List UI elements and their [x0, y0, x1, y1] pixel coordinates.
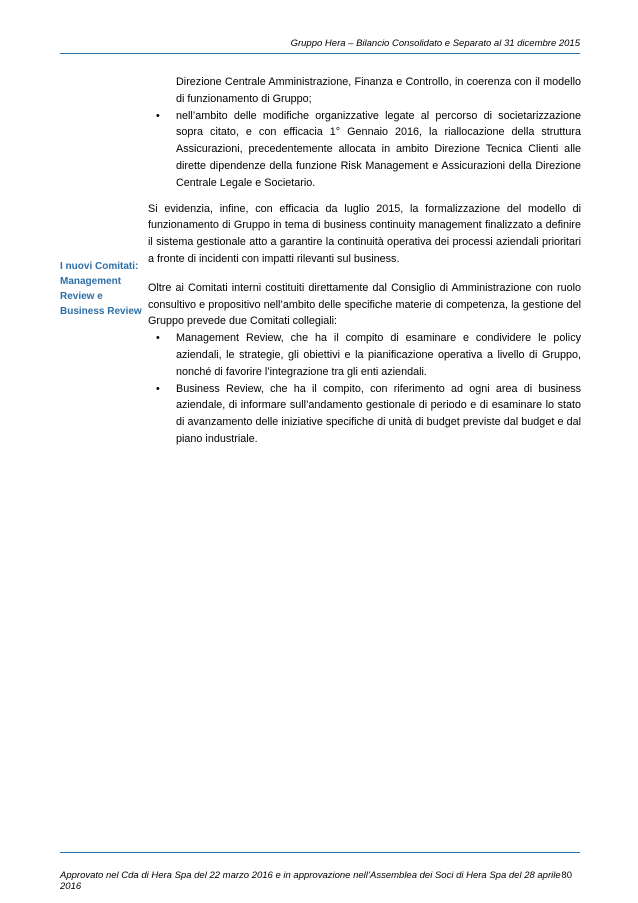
sidebar-note	[60, 259, 142, 319]
page-footer	[60, 870, 580, 892]
continued-paragraph: Direzione Centrale Amministrazione, Finanza e Controllo, in coerenza con il modello di funzionamento di Gruppo;	[176, 76, 581, 105]
list-item	[148, 330, 581, 380]
sidebar-note-line: Business Review	[60, 306, 142, 317]
bullet-icon: •	[156, 332, 160, 345]
main-content	[148, 74, 581, 448]
bullet-icon: •	[156, 382, 160, 395]
list-item-text: Management Review, che ha il compito di esaminare e condividere le policy aziendali, le strategie, gli obiettivi e la pianificazione operativa a livello di Gruppo, nonché di favorire l’integrazione tra gli enti aziendali.	[176, 332, 581, 378]
paragraph: Si evidenzia, infine, con efficacia da luglio 2015, la formalizzazione del modello di funzionamento di Gruppo in tema di business continuity management finalizzato a definire il sistema gestionale atto a garantire la continuità operativa dei processi aziendali prioritari a fronte di incidenti con impatti rilevanti sul business.	[148, 202, 581, 265]
page-number: 80	[561, 870, 572, 881]
sidebar-note-line: I nuovi Comitati:	[60, 261, 139, 272]
header-rule	[60, 53, 580, 54]
list-item-text: nell’ambito delle modifiche organizzative legate al percorso di societarizzazione sopra citato, e con efficacia 1° Gennaio 2016, la riallocazione della struttura Assicurazioni, precedentemente allocata in ambito Direzione Tecnica Clienti alle dirette dipendenze della funzione Risk Management e Assicurazioni della Direzione Centrale Legale e Societario.	[176, 109, 581, 189]
list-item-text: Business Review, che ha il compito, con riferimento ad ogni area di business aziendale, di informare sull’andamento gestionale di periodo e di esaminare lo stato di avanzamento delle iniziative specifiche di unità di budget previste dal budget e dal piano industriale.	[176, 382, 581, 445]
list-item	[148, 108, 581, 192]
bullet-list-bottom	[148, 330, 581, 448]
bullet-list-top	[148, 108, 581, 192]
page-header: Gruppo Hera – Bilancio Consolidato e Separato al 31 dicembre 2015	[290, 38, 580, 49]
bullet-icon: •	[156, 109, 160, 122]
footer-text: Approvato nel Cda di Hera Spa del 22 marzo 2016 e in approvazione nell’Assemblea dei Soci di Hera Spa del 28 aprile 2016	[60, 870, 561, 892]
footer-rule	[60, 852, 580, 853]
paragraph: Oltre ai Comitati interni costituiti direttamente dal Consiglio di Amministrazione con ruolo consultivo e propositivo nell’ambito delle specifiche materie di competenza, la gestione del Gruppo prevede due Comitati collegiali:	[148, 281, 581, 328]
sidebar-note-line: Management	[60, 276, 122, 287]
sidebar-note-line: Review e	[60, 291, 103, 302]
list-item	[148, 381, 581, 448]
